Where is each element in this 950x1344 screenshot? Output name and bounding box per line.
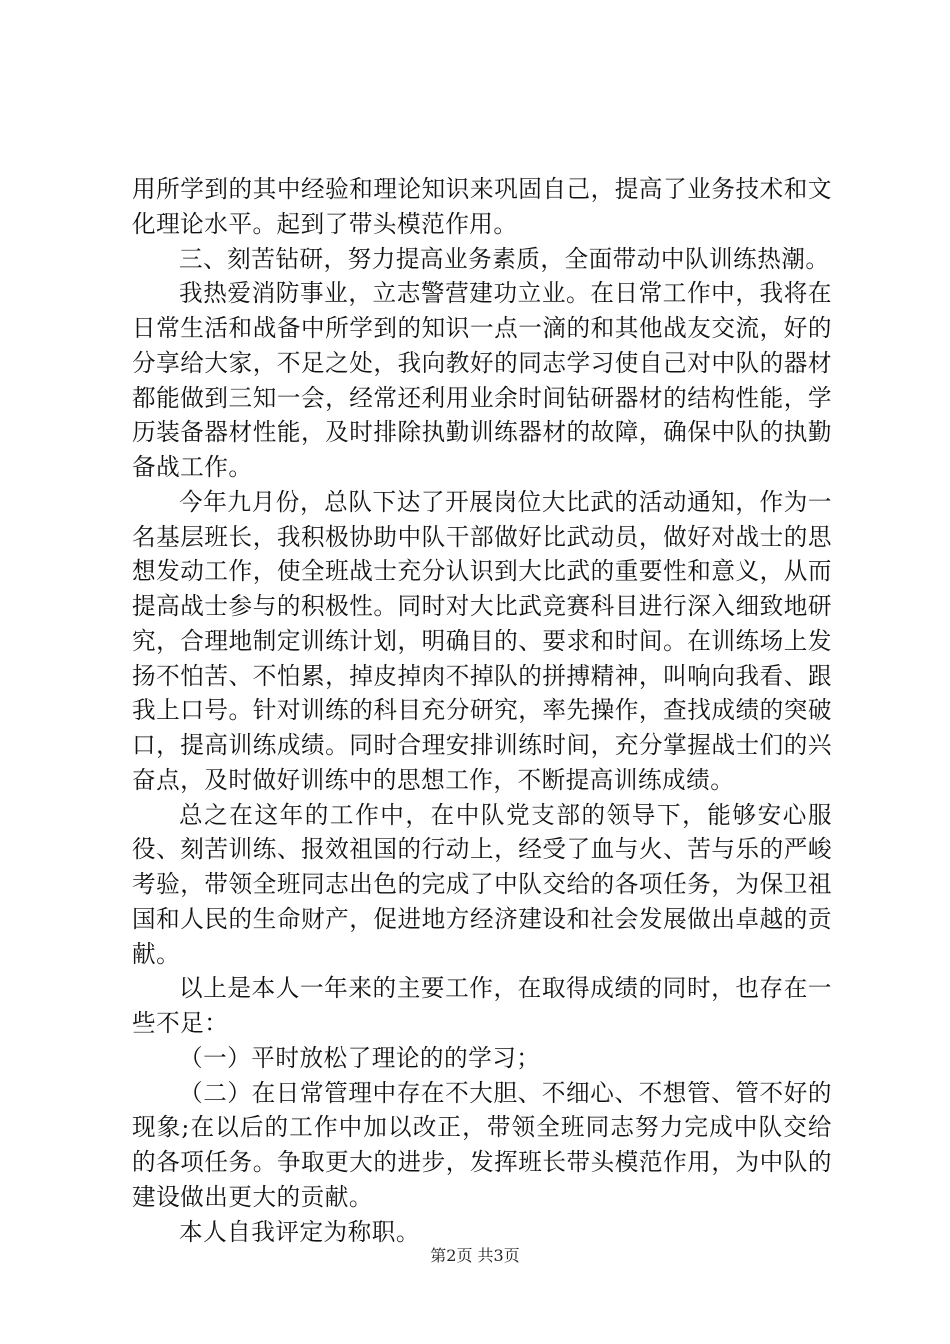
page-footer: 第2页 共3页 bbox=[430, 1246, 520, 1265]
paragraph-section-heading: 三、刻苦钻研，努力提高业务素质，全面带动中队训练热潮。 bbox=[179, 244, 830, 273]
list-item-2: （二）在日常管理中存在不大胆、不细心、不想管、管不好的现象;在以后的工作中加以改正，带领全班同志努力完成中队交给的各项任务。争取更大的进步，发挥班长带头模范作用，为中队的建设做出更大的贡献。 bbox=[132, 1078, 832, 1211]
document-body bbox=[132, 172, 832, 1249]
closing-paragraph: 本人自我评定为称职。 bbox=[179, 1217, 420, 1246]
paragraph-6: 以上是本人一年来的主要工作，在取得成绩的同时，也存在一些不足： bbox=[132, 974, 832, 1037]
paragraph-3: 我热爱消防事业，立志警营建功立业。在日常工作中，我将在日常生活和战备中所学到的知识一点一滴的和其他战友交流，好的分享给大家，不足之处，我向教好的同志学习使自己对中队的器材都能做到三知一会，经常还利用业余时间钻研器材的结构性能，学历装备器材性能，及时排除执勤训练器材的故障，确保中队的执勤备战工作。 bbox=[132, 279, 832, 481]
paragraph-4: 今年九月份，总队下达了开展岗位大比武的活动通知，作为一名基层班长，我积极协助中队干部做好比武动员，做好对战士的思想发动工作，使全班战士充分认识到大比武的重要性和意义，从而提高战士参与的积极性。同时对大比武竞赛科目进行深入细致地研究，合理地制定训练计划，明确目的、要求和时间。在训练场上发扬不怕苦、不怕累，掉皮掉肉不掉队的拼搏精神，叫响向我看、跟我上口号。针对训练的科目充分研究，率先操作，查找成绩的突破口，提高训练成绩。同时合理安排训练时间，充分掌握战士们的兴奋点，及时做好训练中的思想工作，不断提高训练成绩。 bbox=[132, 487, 832, 794]
paragraph-1: 用所学到的其中经验和理论知识来巩固自己，提高了业务技术和文化理论水平。起到了带头模范作用。 bbox=[132, 175, 832, 238]
list-item-1: （一）平时放松了理论的的学习； bbox=[179, 1043, 541, 1072]
paragraph-5: 总之在这年的工作中，在中队党支部的领导下，能够安心服役、刻苦训练、报效祖国的行动上，经受了血与火、苦与乐的严峻考验，带领全班同志出色的完成了中队交给的各项任务，为保卫祖国和人民的生命财产，促进地方经济建设和社会发展做出卓越的贡献。 bbox=[132, 800, 832, 968]
